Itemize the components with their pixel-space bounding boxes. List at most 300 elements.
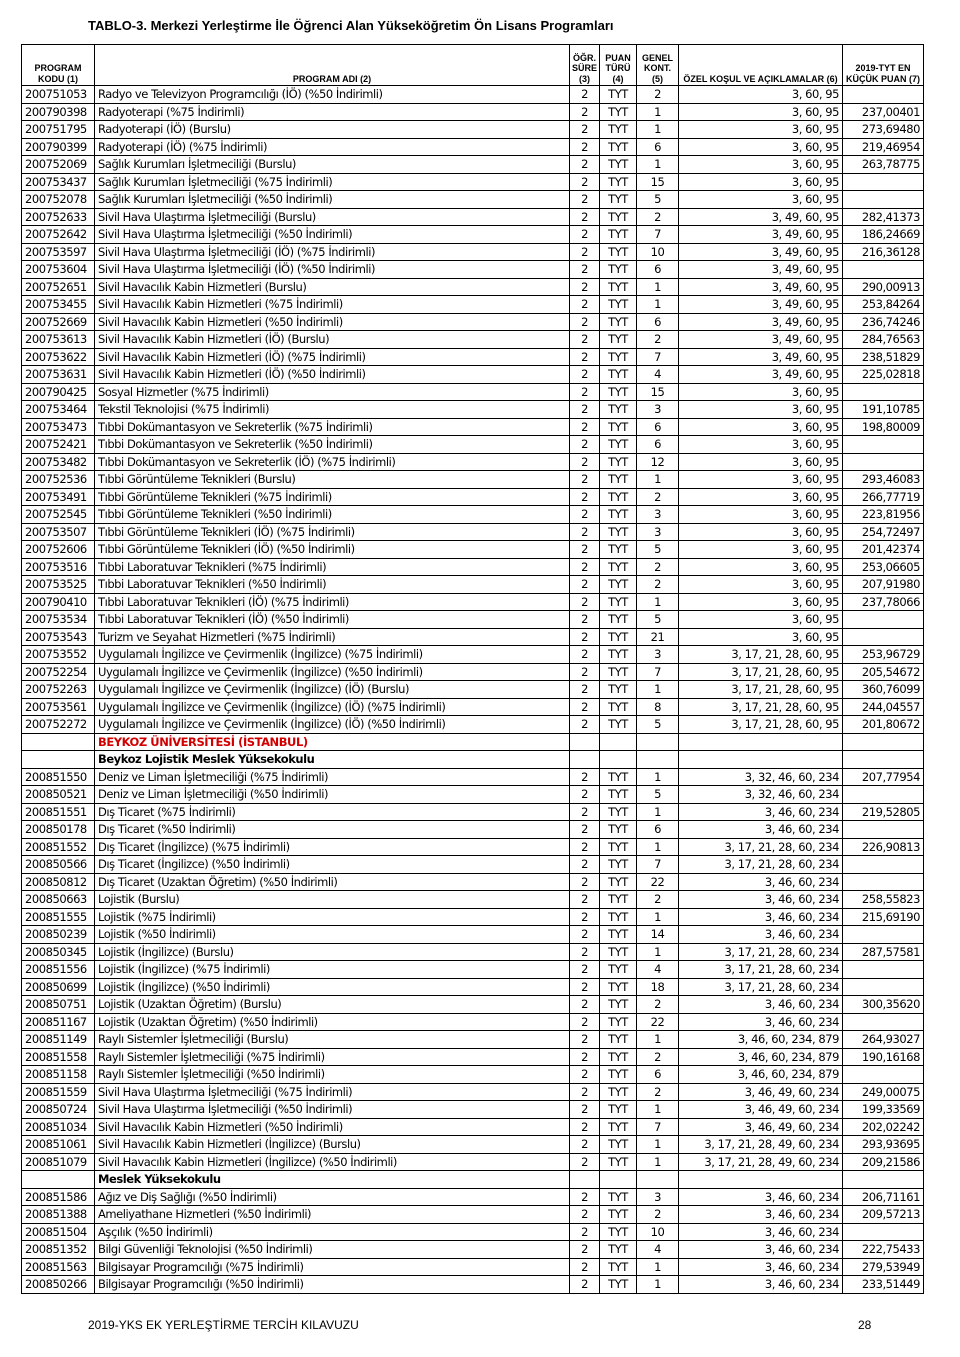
- score-type-cell: TYT: [600, 873, 637, 891]
- conditions-cell: 3, 60, 95: [679, 173, 843, 191]
- duration-cell: 2: [570, 278, 600, 296]
- program-name-cell: Lojistik (%75 İndirimli): [95, 908, 570, 926]
- min-score-cell: [843, 1223, 924, 1241]
- program-code-cell: 200753561: [22, 698, 95, 716]
- duration-cell: 2: [570, 261, 600, 279]
- quota-cell: 2: [637, 488, 679, 506]
- quota-cell: 1: [637, 103, 679, 121]
- min-score-cell: 238,51829: [843, 348, 924, 366]
- program-code-cell: 200850239: [22, 926, 95, 944]
- conditions-cell: 3, 46, 60, 234: [679, 803, 843, 821]
- program-name-cell: Sağlık Kurumları İşletmeciliği (%75 İndirimli): [95, 173, 570, 191]
- conditions-cell: 3, 60, 95: [679, 558, 843, 576]
- min-score-cell: 233,51449: [843, 1276, 924, 1294]
- min-score-cell: 201,42374: [843, 541, 924, 559]
- score-type-cell: TYT: [600, 383, 637, 401]
- quota-cell: 6: [637, 821, 679, 839]
- quota-cell: 6: [637, 436, 679, 454]
- program-code-cell: 200753516: [22, 558, 95, 576]
- min-score-cell: [843, 628, 924, 646]
- program-name-cell: Raylı Sistemler İşletmeciliği (%50 İndirimli): [95, 1066, 570, 1084]
- program-name-cell: Bilgi Güvenliği Teknolojisi (%50 İndirimli): [95, 1241, 570, 1259]
- score-type-cell: TYT: [600, 506, 637, 524]
- duration-cell: 2: [570, 996, 600, 1014]
- program-code-cell: 200850699: [22, 978, 95, 996]
- program-name-cell: Lojistik (İngilizce) (Burslu): [95, 943, 570, 961]
- program-code-cell: 200751795: [22, 121, 95, 139]
- min-score-cell: [843, 453, 924, 471]
- quota-cell: 4: [637, 1241, 679, 1259]
- score-type-cell: TYT: [600, 978, 637, 996]
- conditions-cell: 3, 17, 21, 28, 60, 234: [679, 838, 843, 856]
- duration-cell: 2: [570, 856, 600, 874]
- score-type-cell: TYT: [600, 331, 637, 349]
- score-type-cell: TYT: [600, 418, 637, 436]
- score-type-cell: TYT: [600, 488, 637, 506]
- program-name-cell: Sivil Hava Ulaştırma İşletmeciliği (%75 İndirimli): [95, 1083, 570, 1101]
- duration-cell: 2: [570, 1066, 600, 1084]
- score-type-cell: TYT: [600, 173, 637, 191]
- program-name-cell: Tıbbi Dokümantasyon ve Sekreterlik (%50 İndirimli): [95, 436, 570, 454]
- table-row: [22, 436, 924, 454]
- score-type-cell: TYT: [600, 1118, 637, 1136]
- program-name-cell: Tıbbi Laboratuvar Teknikleri (İÖ) (%50 İndirimli): [95, 611, 570, 629]
- duration-cell: 2: [570, 1048, 600, 1066]
- quota-cell: 2: [637, 86, 679, 104]
- school-row: [22, 751, 924, 769]
- conditions-cell: 3, 17, 21, 28, 60, 95: [679, 698, 843, 716]
- score-type-cell: TYT: [600, 698, 637, 716]
- duration-cell: 2: [570, 1153, 600, 1171]
- quota-cell: 5: [637, 716, 679, 734]
- table-row: [22, 611, 924, 629]
- conditions-cell: 3, 60, 95: [679, 436, 843, 454]
- score-type-cell: TYT: [600, 156, 637, 174]
- quota-cell: 2: [637, 1048, 679, 1066]
- conditions-cell: 3, 46, 60, 234: [679, 1276, 843, 1294]
- score-type-cell: TYT: [600, 838, 637, 856]
- min-score-cell: [843, 383, 924, 401]
- program-code-cell: 200752633: [22, 208, 95, 226]
- program-name-cell: Lojistik (%50 İndirimli): [95, 926, 570, 944]
- table-row: [22, 488, 924, 506]
- min-score-cell: [843, 611, 924, 629]
- program-name-cell: Dış Ticaret (Uzaktan Öğretim) (%50 İndirimli): [95, 873, 570, 891]
- duration-cell: 2: [570, 523, 600, 541]
- table-row: [22, 541, 924, 559]
- program-name-cell: Raylı Sistemler İşletmeciliği (%75 İndirimli): [95, 1048, 570, 1066]
- program-name-cell: Sivil Hava Ulaştırma İşletmeciliği (İÖ) (%50 İndirimli): [95, 261, 570, 279]
- score-type-cell: TYT: [600, 453, 637, 471]
- min-score-cell: 198,80009: [843, 418, 924, 436]
- quota-cell: 22: [637, 873, 679, 891]
- table-row: [22, 996, 924, 1014]
- program-code-cell: 200752421: [22, 436, 95, 454]
- conditions-cell: 3, 60, 95: [679, 418, 843, 436]
- duration-cell: 2: [570, 453, 600, 471]
- min-score-cell: 205,54672: [843, 663, 924, 681]
- conditions-cell: 3, 60, 95: [679, 138, 843, 156]
- quota-cell: 1: [637, 593, 679, 611]
- program-name-cell: Sivil Hava Ulaştırma İşletmeciliği (%50 İndirimli): [95, 1101, 570, 1119]
- quota-cell: 3: [637, 506, 679, 524]
- score-type-cell: TYT: [600, 313, 637, 331]
- conditions-cell: 3, 46, 60, 234: [679, 1223, 843, 1241]
- footer-guide-title: 2019-YKS EK YERLEŞTİRME TERCİH KILAVUZU: [88, 1318, 359, 1332]
- table-row: [22, 1083, 924, 1101]
- duration-cell: 2: [570, 838, 600, 856]
- empty-cell: [637, 1171, 679, 1189]
- duration-cell: 2: [570, 226, 600, 244]
- score-type-cell: TYT: [600, 943, 637, 961]
- program-name-cell: Sivil Hava Ulaştırma İşletmeciliği (Burslu): [95, 208, 570, 226]
- duration-cell: 2: [570, 1136, 600, 1154]
- table-row: [22, 1206, 924, 1224]
- program-code-cell: 200851558: [22, 1048, 95, 1066]
- program-name-cell: Radyo ve Televizyon Programcılığı (İÖ) (%50 İndirimli): [95, 86, 570, 104]
- min-score-cell: 219,52805: [843, 803, 924, 821]
- min-score-cell: 237,78066: [843, 593, 924, 611]
- score-type-cell: TYT: [600, 86, 637, 104]
- program-name-cell: Tıbbi Görüntüleme Teknikleri (%50 İndirimli): [95, 506, 570, 524]
- quota-cell: 15: [637, 383, 679, 401]
- min-score-cell: 264,93027: [843, 1031, 924, 1049]
- program-code-cell: 200752078: [22, 191, 95, 209]
- conditions-cell: 3, 46, 60, 234: [679, 1258, 843, 1276]
- quota-cell: 18: [637, 978, 679, 996]
- duration-cell: 2: [570, 366, 600, 384]
- program-code-cell: 200751053: [22, 86, 95, 104]
- quota-cell: 5: [637, 541, 679, 559]
- program-code-cell: 200753604: [22, 261, 95, 279]
- duration-cell: 2: [570, 86, 600, 104]
- score-type-cell: TYT: [600, 1048, 637, 1066]
- program-name-cell: Sağlık Kurumları İşletmeciliği (Burslu): [95, 156, 570, 174]
- conditions-cell: 3, 49, 60, 95: [679, 296, 843, 314]
- score-type-cell: TYT: [600, 961, 637, 979]
- conditions-cell: 3, 49, 60, 95: [679, 278, 843, 296]
- conditions-cell: 3, 46, 60, 234, 879: [679, 1066, 843, 1084]
- min-score-cell: 222,75433: [843, 1241, 924, 1259]
- table-row: [22, 1276, 924, 1294]
- duration-cell: 2: [570, 1206, 600, 1224]
- table-row: [22, 506, 924, 524]
- program-name-cell: Tıbbi Dokümantasyon ve Sekreterlik (İÖ) (%75 İndirimli): [95, 453, 570, 471]
- conditions-cell: 3, 17, 21, 28, 60, 95: [679, 681, 843, 699]
- min-score-cell: 202,02242: [843, 1118, 924, 1136]
- conditions-cell: 3, 46, 60, 234: [679, 891, 843, 909]
- conditions-cell: 3, 46, 60, 234, 879: [679, 1048, 843, 1066]
- table-row: [22, 1048, 924, 1066]
- program-name-cell: Sağlık Kurumları İşletmeciliği (%50 İndirimli): [95, 191, 570, 209]
- school-heading: Beykoz Lojistik Meslek Yüksekokulu: [95, 751, 570, 769]
- min-score-cell: 219,46954: [843, 138, 924, 156]
- score-type-cell: TYT: [600, 1066, 637, 1084]
- conditions-cell: 3, 60, 95: [679, 506, 843, 524]
- min-score-cell: 253,06605: [843, 558, 924, 576]
- min-score-cell: [843, 261, 924, 279]
- score-type-cell: TYT: [600, 261, 637, 279]
- conditions-cell: 3, 60, 95: [679, 156, 843, 174]
- quota-cell: 2: [637, 996, 679, 1014]
- table-row: [22, 856, 924, 874]
- quota-cell: 7: [637, 663, 679, 681]
- program-name-cell: Tıbbi Görüntüleme Teknikleri (Burslu): [95, 471, 570, 489]
- score-type-cell: TYT: [600, 471, 637, 489]
- score-type-cell: TYT: [600, 138, 637, 156]
- program-name-cell: Tekstil Teknolojisi (%75 İndirimli): [95, 401, 570, 419]
- empty-cell: [600, 751, 637, 769]
- quota-cell: 6: [637, 261, 679, 279]
- conditions-cell: 3, 32, 46, 60, 234: [679, 768, 843, 786]
- conditions-cell: 3, 46, 60, 234: [679, 1206, 843, 1224]
- duration-cell: 2: [570, 383, 600, 401]
- min-score-cell: [843, 786, 924, 804]
- table-row: [22, 716, 924, 734]
- table-row: [22, 1031, 924, 1049]
- program-name-cell: Aşçılık (%50 İndirimli): [95, 1223, 570, 1241]
- score-type-cell: TYT: [600, 1031, 637, 1049]
- empty-cell: [22, 1171, 95, 1189]
- min-score-cell: 258,55823: [843, 891, 924, 909]
- duration-cell: 2: [570, 978, 600, 996]
- min-score-cell: [843, 926, 924, 944]
- min-score-cell: 290,00913: [843, 278, 924, 296]
- duration-cell: 2: [570, 103, 600, 121]
- program-code-cell: 200753491: [22, 488, 95, 506]
- duration-cell: 2: [570, 173, 600, 191]
- program-code-cell: 200753464: [22, 401, 95, 419]
- program-name-cell: Deniz ve Liman İşletmeciliği (%50 İndirimli): [95, 786, 570, 804]
- duration-cell: 2: [570, 296, 600, 314]
- program-code-cell: 200753631: [22, 366, 95, 384]
- program-name-cell: Sivil Havacılık Kabin Hizmetleri (%50 İndirimli): [95, 313, 570, 331]
- min-score-cell: 244,04557: [843, 698, 924, 716]
- program-code-cell: 200752669: [22, 313, 95, 331]
- university-row: [22, 733, 924, 751]
- program-name-cell: Deniz ve Liman İşletmeciliği (%75 İndirimli): [95, 768, 570, 786]
- table-row: [22, 873, 924, 891]
- program-name-cell: Tıbbi Görüntüleme Teknikleri (İÖ) (%50 İndirimli): [95, 541, 570, 559]
- min-score-cell: 209,57213: [843, 1206, 924, 1224]
- program-code-cell: 200790399: [22, 138, 95, 156]
- program-name-cell: Dış Ticaret (İngilizce) (%75 İndirimli): [95, 838, 570, 856]
- duration-cell: 2: [570, 768, 600, 786]
- score-type-cell: TYT: [600, 296, 637, 314]
- program-name-cell: Turizm ve Seyahat Hizmetleri (%75 İndirimli): [95, 628, 570, 646]
- min-score-cell: 206,71161: [843, 1188, 924, 1206]
- min-score-cell: 253,96729: [843, 646, 924, 664]
- min-score-cell: 215,69190: [843, 908, 924, 926]
- quota-cell: 2: [637, 576, 679, 594]
- conditions-cell: 3, 17, 21, 28, 60, 234: [679, 978, 843, 996]
- min-score-cell: 223,81956: [843, 506, 924, 524]
- conditions-cell: 3, 60, 95: [679, 86, 843, 104]
- quota-cell: 1: [637, 1153, 679, 1171]
- quota-cell: 1: [637, 1276, 679, 1294]
- conditions-cell: 3, 49, 60, 95: [679, 208, 843, 226]
- quota-cell: 6: [637, 1066, 679, 1084]
- min-score-cell: 209,21586: [843, 1153, 924, 1171]
- program-code-cell: 200851079: [22, 1153, 95, 1171]
- min-score-cell: [843, 191, 924, 209]
- school-row: [22, 1171, 924, 1189]
- table-row: [22, 961, 924, 979]
- program-name-cell: Tıbbi Görüntüleme Teknikleri (%75 İndirimli): [95, 488, 570, 506]
- table-row: [22, 628, 924, 646]
- duration-cell: 2: [570, 663, 600, 681]
- program-name-cell: Uygulamalı İngilizce ve Çevirmenlik (İngilizce) (İÖ) (%75 İndirimli): [95, 698, 570, 716]
- score-type-cell: TYT: [600, 366, 637, 384]
- min-score-cell: 249,00075: [843, 1083, 924, 1101]
- table-row: [22, 401, 924, 419]
- table-row: [22, 1223, 924, 1241]
- table-row: [22, 366, 924, 384]
- duration-cell: 2: [570, 471, 600, 489]
- program-code-cell: 200851551: [22, 803, 95, 821]
- duration-cell: 2: [570, 156, 600, 174]
- program-name-cell: Sivil Havacılık Kabin Hizmetleri (%50 İndirimli): [95, 1118, 570, 1136]
- score-type-cell: TYT: [600, 663, 637, 681]
- min-score-cell: 237,00401: [843, 103, 924, 121]
- program-name-cell: Tıbbi Laboratuvar Teknikleri (%75 İndirimli): [95, 558, 570, 576]
- quota-cell: 21: [637, 628, 679, 646]
- conditions-cell: 3, 49, 60, 95: [679, 348, 843, 366]
- duration-cell: 2: [570, 313, 600, 331]
- quota-cell: 2: [637, 1083, 679, 1101]
- duration-cell: 2: [570, 418, 600, 436]
- duration-cell: 2: [570, 191, 600, 209]
- program-code-cell: 200851559: [22, 1083, 95, 1101]
- program-code-cell: 200790425: [22, 383, 95, 401]
- quota-cell: 3: [637, 646, 679, 664]
- conditions-cell: 3, 17, 21, 28, 60, 95: [679, 663, 843, 681]
- program-code-cell: 200752545: [22, 506, 95, 524]
- min-score-cell: 360,76099: [843, 681, 924, 699]
- quota-cell: 8: [637, 698, 679, 716]
- program-name-cell: Radyoterapi (İÖ) (Burslu): [95, 121, 570, 139]
- program-code-cell: 200753507: [22, 523, 95, 541]
- quota-cell: 3: [637, 401, 679, 419]
- header-quota: GENEL KONT. (5): [637, 45, 679, 86]
- min-score-cell: 253,84264: [843, 296, 924, 314]
- table-row: [22, 943, 924, 961]
- program-code-cell: 200753525: [22, 576, 95, 594]
- program-code-cell: 200851158: [22, 1066, 95, 1084]
- duration-cell: 2: [570, 243, 600, 261]
- program-code-cell: 200850266: [22, 1276, 95, 1294]
- program-name-cell: Uygulamalı İngilizce ve Çevirmenlik (İngilizce) (%75 İndirimli): [95, 646, 570, 664]
- program-code-cell: 200753437: [22, 173, 95, 191]
- empty-cell: [843, 751, 924, 769]
- min-score-cell: [843, 821, 924, 839]
- program-name-cell: Sivil Havacılık Kabin Hizmetleri (İÖ) (%50 İndirimli): [95, 366, 570, 384]
- program-code-cell: 200753597: [22, 243, 95, 261]
- table-row: [22, 1188, 924, 1206]
- program-name-cell: Bilgisayar Programcılığı (%50 İndirimli): [95, 1276, 570, 1294]
- empty-cell: [679, 1171, 843, 1189]
- program-code-cell: 200851167: [22, 1013, 95, 1031]
- program-name-cell: Lojistik (Uzaktan Öğretim) (%50 İndirimli): [95, 1013, 570, 1031]
- program-name-cell: Lojistik (Burslu): [95, 891, 570, 909]
- program-code-cell: 200753473: [22, 418, 95, 436]
- header-duration: ÖĞR. SÜRE (3): [570, 45, 600, 86]
- conditions-cell: 3, 49, 60, 95: [679, 331, 843, 349]
- table-row: [22, 471, 924, 489]
- score-type-cell: TYT: [600, 908, 637, 926]
- table-row: [22, 1101, 924, 1119]
- quota-cell: 1: [637, 1031, 679, 1049]
- min-score-cell: 201,80672: [843, 716, 924, 734]
- duration-cell: 2: [570, 558, 600, 576]
- program-code-cell: 200753482: [22, 453, 95, 471]
- table-row: [22, 191, 924, 209]
- conditions-cell: 3, 60, 95: [679, 383, 843, 401]
- quota-cell: 1: [637, 278, 679, 296]
- program-code-cell: 200752642: [22, 226, 95, 244]
- empty-cell: [570, 733, 600, 751]
- duration-cell: 2: [570, 331, 600, 349]
- program-code-cell: 200851061: [22, 1136, 95, 1154]
- duration-cell: 2: [570, 208, 600, 226]
- score-type-cell: TYT: [600, 348, 637, 366]
- empty-cell: [22, 733, 95, 751]
- program-name-cell: Dış Ticaret (%75 İndirimli): [95, 803, 570, 821]
- conditions-cell: 3, 49, 60, 95: [679, 243, 843, 261]
- min-score-cell: [843, 1013, 924, 1031]
- program-code-cell: 200752272: [22, 716, 95, 734]
- program-code-cell: 200851149: [22, 1031, 95, 1049]
- score-type-cell: TYT: [600, 1188, 637, 1206]
- program-code-cell: 200850566: [22, 856, 95, 874]
- program-name-cell: Tıbbi Dokümantasyon ve Sekreterlik (%75 İndirimli): [95, 418, 570, 436]
- conditions-cell: 3, 60, 95: [679, 191, 843, 209]
- duration-cell: 2: [570, 436, 600, 454]
- header-score-type: PUAN TÜRÜ (4): [600, 45, 637, 86]
- program-code-cell: 200851504: [22, 1223, 95, 1241]
- quota-cell: 12: [637, 453, 679, 471]
- table-row: [22, 278, 924, 296]
- duration-cell: 2: [570, 138, 600, 156]
- conditions-cell: 3, 17, 21, 28, 60, 95: [679, 646, 843, 664]
- score-type-cell: TYT: [600, 1276, 637, 1294]
- duration-cell: 2: [570, 1223, 600, 1241]
- conditions-cell: 3, 60, 95: [679, 541, 843, 559]
- table-header: [22, 45, 924, 86]
- conditions-cell: 3, 49, 60, 95: [679, 366, 843, 384]
- score-type-cell: TYT: [600, 716, 637, 734]
- min-score-cell: [843, 961, 924, 979]
- program-code-cell: 200753613: [22, 331, 95, 349]
- table-row: [22, 558, 924, 576]
- duration-cell: 2: [570, 488, 600, 506]
- table-row: [22, 1258, 924, 1276]
- table-row: [22, 891, 924, 909]
- score-type-cell: TYT: [600, 1153, 637, 1171]
- score-type-cell: TYT: [600, 1083, 637, 1101]
- conditions-cell: 3, 46, 60, 234: [679, 1013, 843, 1031]
- min-score-cell: [843, 86, 924, 104]
- duration-cell: 2: [570, 611, 600, 629]
- table-row: [22, 103, 924, 121]
- table-row: [22, 156, 924, 174]
- program-name-cell: Sivil Havacılık Kabin Hizmetleri (%75 İndirimli): [95, 296, 570, 314]
- program-name-cell: Bilgisayar Programcılığı (%75 İndirimli): [95, 1258, 570, 1276]
- score-type-cell: TYT: [600, 103, 637, 121]
- min-score-cell: 216,36128: [843, 243, 924, 261]
- table-row: [22, 681, 924, 699]
- score-type-cell: TYT: [600, 401, 637, 419]
